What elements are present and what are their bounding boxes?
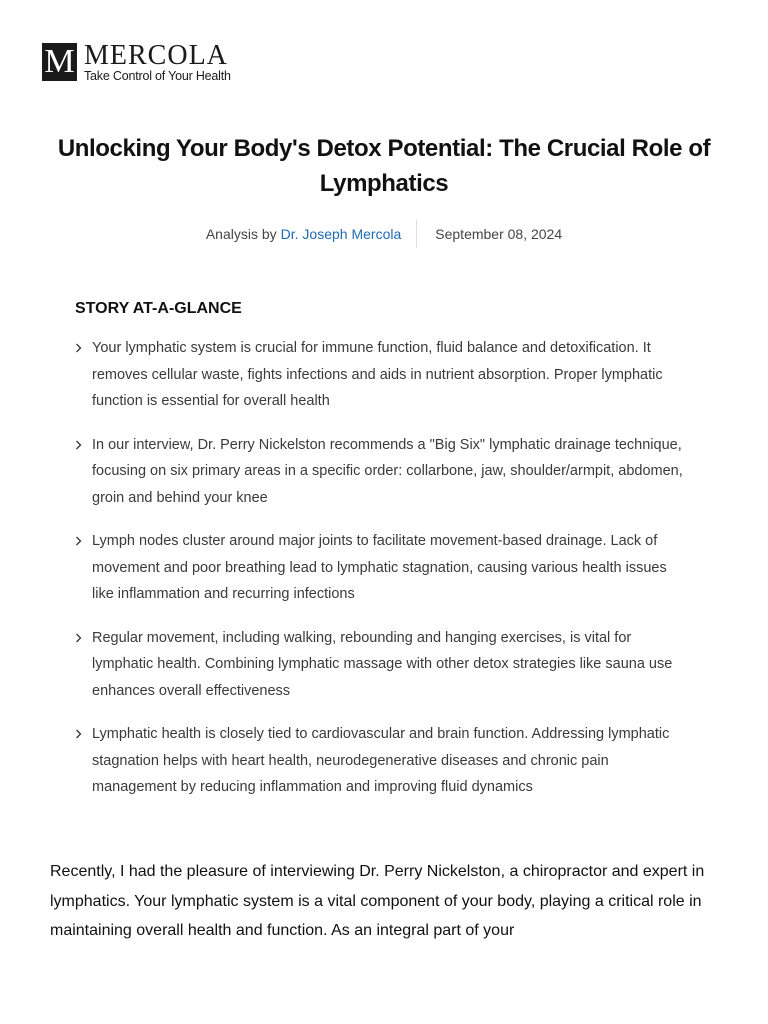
list-item <box>75 432 695 512</box>
list-item <box>75 528 695 608</box>
brand-tagline: Take Control of Your Health <box>84 69 231 83</box>
list-item <box>75 625 695 705</box>
publish-date: September 08, 2024 <box>435 226 563 242</box>
list-item <box>75 721 695 801</box>
glance-item-text: Lymph nodes cluster around major joints to facilitate movement-based drainage. Lack of movement and poor breathing lead to lymphatic stagnation, causing various health issues like inflammation and recurring infections <box>92 533 667 602</box>
glance-item-text: Lymphatic health is closely tied to cardiovascular and brain function. Addressing lymphatic stagnation helps with heart health, neurodegenerative diseases and chronic pain management by reducing inflammation and improving fluid dynamics <box>92 726 670 795</box>
chevron-right-icon <box>75 335 92 361</box>
article-title: Unlocking Your Body's Detox Potential: The Crucial Role of Lymphatics <box>57 135 711 197</box>
brand-name: MERCOLA <box>84 40 228 71</box>
chevron-right-icon <box>75 625 92 651</box>
author-link[interactable]: Dr. Joseph Mercola <box>280 226 402 242</box>
chevron-right-icon <box>75 432 92 458</box>
glance-item-text: Regular movement, including walking, rebounding and hanging exercises, is vital for lymphatic health. Combining lymphatic massage with other detox strategies like sauna use enhances overall effectiveness <box>92 629 673 699</box>
glance-item-text: In our interview, Dr. Perry Nickelston recommends a "Big Six" lymphatic drainage technique, focusing on six primary areas in a specific order: collarbone, jaw, shoulder/armpit, abdomen, groin and behind your knee <box>92 436 683 506</box>
logo-mark[interactable]: M <box>42 43 77 81</box>
glance-list <box>75 335 695 801</box>
glance-heading: STORY AT-A-GLANCE <box>75 300 242 317</box>
list-item <box>75 335 695 415</box>
chevron-right-icon <box>75 721 92 747</box>
glance-item-text: Your lymphatic system is crucial for immune function, fluid balance and detoxification. It removes cellular waste, fights infections and aids in nutrient absorption. Proper lymphatic function is essential for overall health <box>92 340 663 409</box>
byline-author-group <box>206 220 417 248</box>
site-header <box>42 40 231 83</box>
chevron-right-icon <box>75 528 92 554</box>
byline-prefix: Analysis by <box>205 226 277 242</box>
story-at-a-glance <box>75 298 695 818</box>
byline <box>0 220 768 248</box>
logo-wordmark[interactable] <box>84 40 231 83</box>
body-paragraph: Recently, I had the pleasure of interviewing Dr. Perry Nickelston, a chiropractor and expert in lymphatics. Your lymphatic system is a vital component of your body, playing a critical role in maintaining overall health and function. As an integral part of your <box>50 863 705 939</box>
